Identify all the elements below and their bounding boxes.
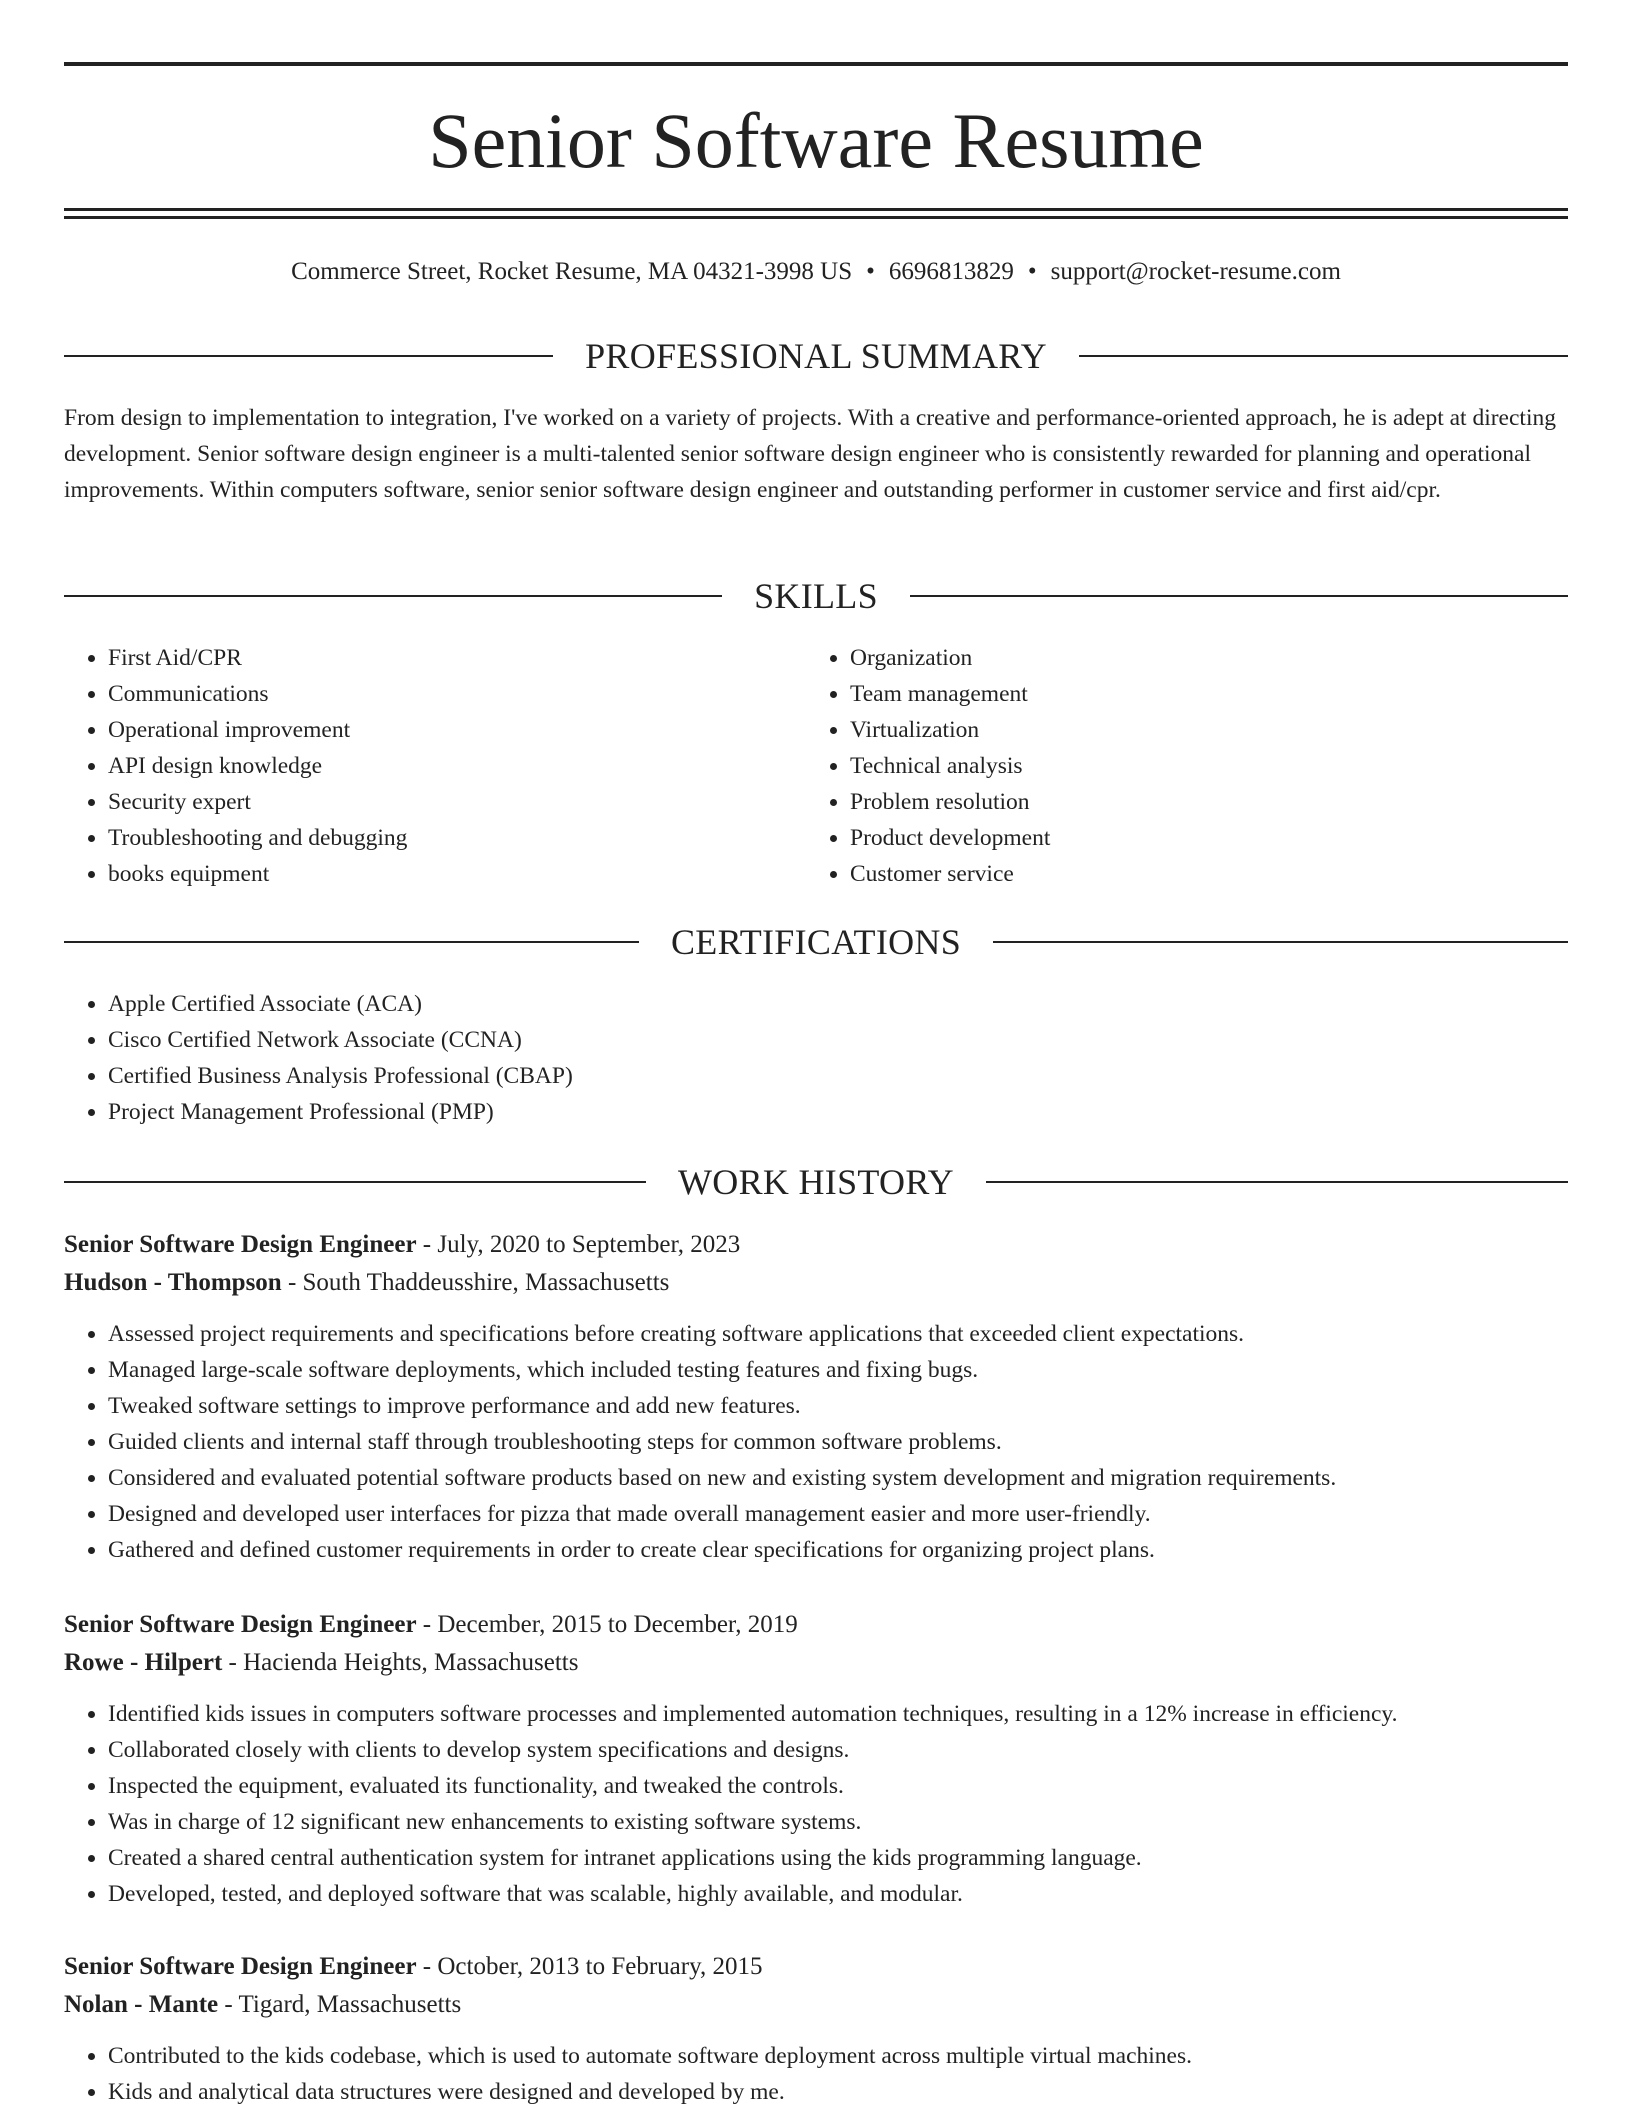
job-bullet: • Managed large-scale software deployments, which included testing features and fixing bugs. [108, 1352, 1568, 1388]
heading-rule-left [64, 1181, 646, 1183]
skill-item: • Customer service [850, 856, 1550, 892]
skill-item: • Product development [850, 820, 1550, 856]
heading-rule-left [64, 355, 553, 357]
skill-item: • Team management [850, 676, 1550, 712]
job-company: Rowe - Hilpert [64, 1649, 223, 1676]
skills-list-left [64, 640, 788, 892]
job-company-line [64, 1264, 1568, 1302]
heading-rule-right [986, 1181, 1568, 1183]
job-entry [64, 1226, 1568, 1568]
title-rule-upper [64, 208, 1568, 211]
job-bullet: • Identified kids issues in computers software processes and implemented automation techniques, resulting in a 12% increase in efficiency. [108, 1696, 1568, 1732]
job-bullet: • Inspected the equipment, evaluated its functionality, and tweaked the controls. [108, 1768, 1568, 1804]
skill-item: • Security expert [108, 784, 788, 820]
job-company: Nolan - Mante [64, 1991, 219, 2018]
job-bullet: • Kids and analytical data structures were designed and developed by me. [108, 2074, 1568, 2110]
heading-rule-right [993, 941, 1568, 943]
contact-separator: • [1027, 258, 1037, 285]
skill-item: • Troubleshooting and debugging [108, 820, 788, 856]
job-title: Senior Software Design Engineer [64, 1231, 417, 1258]
job-dates: - July, 2020 to September, 2023 [416, 1231, 741, 1258]
skills-list-right [806, 640, 1550, 892]
top-rule [64, 62, 1568, 66]
skill-item: • Problem resolution [850, 784, 1550, 820]
job-bullet: • Was in charge of 12 significant new enhancements to existing software systems. [108, 1804, 1568, 1840]
summary-text: From design to implementation to integration, I've worked on a variety of projects. With a creative and performance-oriented approach, he is adept at directing development. Senior software design engineer is a multi-talented senior software design engineer who is consistently rewarded for planning and operational improvements. Within computers software, senior senior software design engineer and outstanding performer in customer service and first aid/cpr. [64, 405, 1556, 503]
skill-item: • Communications [108, 676, 788, 712]
job-dates: - October, 2013 to February, 2015 [416, 1953, 763, 1980]
skills-heading [64, 574, 1568, 618]
job-title-line [64, 1606, 1568, 1644]
summary-heading [64, 334, 1568, 378]
job-location: - Hacienda Heights, Massachusetts [222, 1649, 579, 1676]
skill-item: • Technical analysis [850, 748, 1550, 784]
job-bullet: • Developed, tested, and deployed software that was scalable, highly available, and modular. [108, 1876, 1568, 1912]
skill-item: • Virtualization [850, 712, 1550, 748]
job-company-line [64, 1986, 1568, 2024]
job-bullet: • Considered and evaluated potential software products based on new and existing system development and migration requirements. [108, 1460, 1568, 1496]
certification-item: • Certified Business Analysis Professional (CBAP) [108, 1058, 1108, 1094]
resume-title: Senior Software Resume [428, 97, 1204, 184]
certifications-heading-text: CERTIFICATIONS [670, 922, 962, 962]
phone-text: 6696813829 [888, 258, 1014, 285]
job-dates: - December, 2015 to December, 2019 [416, 1611, 798, 1638]
certifications-list [64, 986, 1108, 1130]
heading-rule-right [910, 595, 1568, 597]
job-bullet: • Created a shared central authentication system for intranet applications using the kids programming language. [108, 1840, 1568, 1876]
certifications-heading [64, 920, 1568, 964]
summary-heading-text: PROFESSIONAL SUMMARY [585, 336, 1047, 376]
job-bullet: • Designed and developed user interfaces for pizza that made overall management easier and more user-friendly. [108, 1496, 1568, 1532]
certification-item: • Project Management Professional (PMP) [108, 1094, 1108, 1130]
job-location: - Tigard, Massachusetts [218, 1991, 462, 2018]
job-entry [64, 1606, 1568, 1912]
heading-rule-left [64, 941, 639, 943]
title-rule-lower [64, 216, 1568, 219]
skill-item: • books equipment [108, 856, 788, 892]
email-link[interactable]: support@rocket-resume.com [1050, 258, 1341, 285]
heading-rule-right [1079, 355, 1568, 357]
job-bullet: • Guided clients and internal staff through troubleshooting steps for common software problems. [108, 1424, 1568, 1460]
job-bullet: • Gathered and defined customer requirements in order to create clear specifications for organizing project plans. [108, 1532, 1568, 1568]
work-heading-text: WORK HISTORY [678, 1162, 954, 1202]
job-title: Senior Software Design Engineer [64, 1611, 417, 1638]
contact-line [64, 254, 1568, 290]
certification-item: • Cisco Certified Network Associate (CCNA) [108, 1022, 1108, 1058]
skill-item: • Operational improvement [108, 712, 788, 748]
certification-item: • Apple Certified Associate (ACA) [108, 986, 1108, 1022]
job-title-line [64, 1948, 1568, 1986]
job-bullet-list [64, 2038, 1568, 2110]
job-company-line [64, 1644, 1568, 1682]
job-bullet-list [64, 1316, 1568, 1568]
job-bullet: • Contributed to the kids codebase, which is used to automate software deployment across multiple virtual machines. [108, 2038, 1568, 2074]
contact-separator: • [866, 258, 875, 285]
job-location: - South Thaddeusshire, Massachusetts [281, 1269, 670, 1296]
job-company: Hudson - Thompson [64, 1269, 282, 1296]
work-heading [64, 1160, 1568, 1204]
address-text: Commerce Street, Rocket Resume, MA 04321-3998 US [291, 258, 853, 285]
job-title: Senior Software Design Engineer [64, 1953, 417, 1980]
heading-rule-left [64, 595, 722, 597]
skills-heading-text: SKILLS [754, 576, 878, 616]
job-bullet-list [64, 1696, 1568, 1912]
job-bullet: • Collaborated closely with clients to develop system specifications and designs. [108, 1732, 1568, 1768]
job-bullet: • Tweaked software settings to improve performance and add new features. [108, 1388, 1568, 1424]
job-title-line [64, 1226, 1568, 1264]
job-entry [64, 1948, 1568, 2110]
skill-item: • API design knowledge [108, 748, 788, 784]
job-bullet: • Assessed project requirements and specifications before creating software applications that exceeded client expectations. [108, 1316, 1568, 1352]
skill-item: • Organization [850, 640, 1550, 676]
skill-item: • First Aid/CPR [108, 640, 788, 676]
